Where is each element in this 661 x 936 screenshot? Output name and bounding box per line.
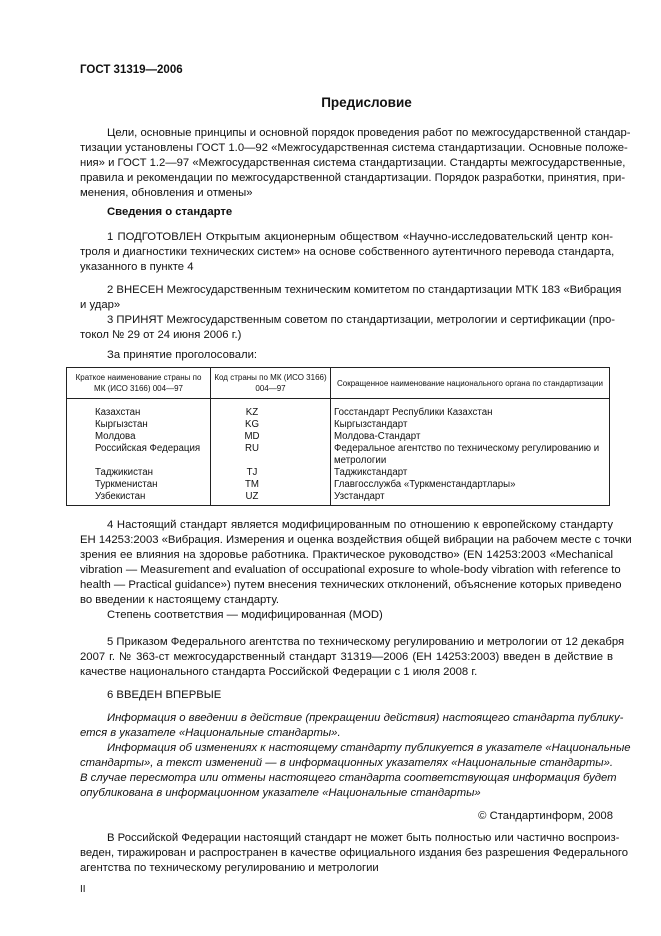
column-header-body: Сокращенное наименование национального органа по стандартизации: [331, 368, 610, 399]
text-line: зрения ее влияния на здоровье работника. Практическое руководство» (EN 14253:2003 «Mechanical: [80, 549, 613, 561]
text-line: троля и диагностики технических систем» на основе собственного аутентичного перевода стандарта,: [80, 246, 615, 258]
text-line: менения, обновления и отмены»: [80, 187, 253, 199]
text-line: и удар»: [80, 299, 121, 311]
country-name: Туркменистан: [67, 479, 211, 491]
country-code: KG: [211, 419, 331, 431]
rights-notice: [80, 831, 629, 876]
country-name: Кыргызстан: [67, 419, 211, 431]
table-row: [67, 467, 610, 479]
table-row: [67, 399, 610, 420]
country-code: UZ: [211, 491, 331, 506]
item-3-adopted: [80, 313, 616, 343]
item-6-introduced: 6 ВВЕДЕН ВПЕРВЫЕ: [107, 689, 222, 701]
standards-body: Таджикстандарт: [331, 467, 610, 479]
conformity-degree: Степень соответствия — модифицированная (MOD): [107, 609, 383, 621]
country-name: Казахстан: [67, 399, 211, 420]
country-code: RU: [211, 443, 331, 467]
text-line: опубликована в информационном указателе «Национальные стандарты»: [80, 787, 481, 799]
text-line: агентства по техническому регулированию и метрологии: [80, 862, 379, 874]
table-row: [67, 491, 610, 506]
text-line: ЕН 14253:2003 «Вибрация. Измерения и оценка воздействия общей вибрации на рабочем месте с точки: [80, 534, 632, 546]
text-line: 2 ВНЕСЕН Межгосударственным техническим комитетом по стандартизации МТК 183 «Вибрация: [107, 284, 622, 296]
text-line: ется в указателе «Национальные стандарты».: [80, 727, 341, 739]
standards-body: Молдова-Стандарт: [331, 431, 610, 443]
country-code: TM: [211, 479, 331, 491]
text-line: health — Practical guidance») путем внесения технических отклонений, объяснение которых приведено: [80, 579, 622, 591]
text-line: токол № 29 от 24 июня 2006 г.): [80, 329, 242, 341]
text-line: качестве национального стандарта Российской Федерации с 1 июля 2008 г.: [80, 666, 478, 678]
text-line: В Российской Федерации настоящий стандарт не может быть полностью или частично воспроиз-: [107, 832, 620, 844]
text-line: правила и рекомендации по межгосударственной стандартизации. Порядок разработки, принятия, при-: [80, 172, 626, 184]
item-1-prepared: [80, 230, 613, 275]
text-line: стандарты», а текст изменений — в информационных указателях «Национальные стандарты».: [80, 757, 613, 769]
text-line: Информация о введении в действие (прекращении действия) настоящего стандарта публику-: [107, 712, 624, 724]
standards-body: Узстандарт: [331, 491, 610, 506]
page-title: Предисловие: [321, 95, 412, 110]
standards-body: Кыргызстандарт: [331, 419, 610, 431]
standards-body: Госстандарт Республики Казахстан: [331, 399, 610, 420]
voting-table: [66, 367, 610, 506]
text-line: Информация об изменениях к настоящему стандарту публикуется в указателе «Национальные: [107, 742, 631, 754]
country-name: Таджикистан: [67, 467, 211, 479]
info-changes: [80, 741, 631, 801]
intro-paragraph: [80, 126, 631, 201]
country-code: TJ: [211, 467, 331, 479]
country-name: Российская Федерация: [67, 443, 211, 467]
copyright: © Стандартинформ, 2008: [478, 810, 613, 822]
column-header-country: Краткое наименование страны по МК (ИСО 3166) 004—97: [67, 368, 211, 399]
item-2-submitted: [80, 283, 622, 313]
text-line: В случае пересмотра или отмены настоящего стандарта соответствующая информация будет: [80, 772, 617, 784]
item-5-order: [80, 635, 625, 680]
table-row: [67, 419, 610, 431]
country-name: Молдова: [67, 431, 211, 443]
text-line: указанного в пункте 4: [80, 261, 194, 273]
country-code: KZ: [211, 399, 331, 420]
text-line: тизации установлены ГОСТ 1.0—92 «Межгосударственная система стандартизации. Основные положе-: [80, 142, 628, 154]
text-line: 3 ПРИНЯТ Межгосударственным советом по стандартизации, метрологии и сертификации (про-: [107, 314, 616, 326]
text-line: во введении к настоящему стандарту.: [80, 594, 279, 606]
standards-body: Главгосслужба «Туркменстандартлары»: [331, 479, 610, 491]
country-code: MD: [211, 431, 331, 443]
text-line: веден, тиражирован и распространен в качестве официального издания без разрешения Федерального: [80, 847, 629, 859]
text-line: 1 ПОДГОТОВЛЕН Открытым акционерным обществом «Научно-исследовательский центр кон-: [107, 231, 613, 243]
text-line: ния» и ГОСТ 1.2—97 «Межгосударственная система стандартизации. Стандарты межгосударственные,: [80, 157, 626, 169]
table-row: [67, 479, 610, 491]
standards-body: Федеральное агентство по техническому регулированию и метрологии: [331, 443, 610, 467]
item-4-modification: [80, 518, 632, 608]
page-content: [75, 63, 632, 896]
text-line: 5 Приказом Федерального агентства по техническому регулированию и метрологии от 12 декабря: [107, 636, 625, 648]
page-number: II: [80, 884, 86, 895]
table-row: [67, 431, 610, 443]
text-line: Цели, основные принципы и основной порядок проведения работ по межгосударственной стандар-: [107, 127, 631, 139]
vote-label: За принятие проголосовали:: [107, 349, 258, 361]
text-line: 4 Настоящий стандарт является модифицированным по отношению к европейскому стандарту: [107, 519, 613, 531]
column-header-code: Код страны по МК (ИСО 3166) 004—97: [211, 368, 331, 399]
text-line: vibration — Measurement and evaluation of occupational exposure to whole-body vibration with reference to: [80, 564, 621, 576]
country-name: Узбекистан: [67, 491, 211, 506]
text-line: 2007 г. № 363-ст межгосударственный стандарт 31319—2006 (ЕН 14253:2003) введен в действие в: [80, 651, 613, 663]
section-heading: Сведения о стандарте: [107, 206, 233, 218]
document-header: ГОСТ 31319—2006: [80, 64, 183, 76]
table-row: [67, 443, 610, 467]
info-introduction: [80, 711, 624, 741]
